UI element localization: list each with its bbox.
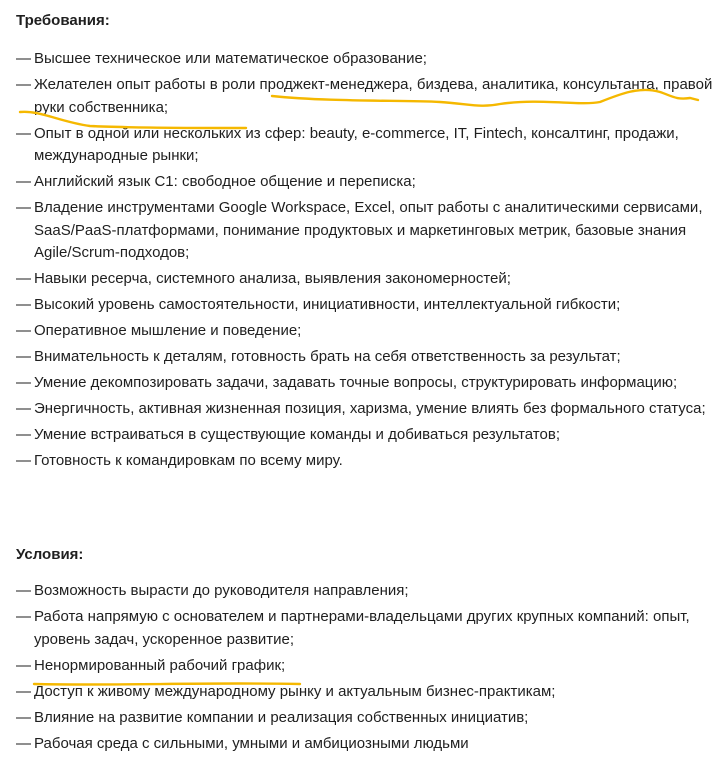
list-item: — Желателен опыт работы в роли проджект-менеджера, биздева, аналитика, консультанта, правой руки собственника; bbox=[16, 74, 716, 119]
list-item: — Высокий уровень самостоятельности, инициативности, интеллектуальной гибкости; bbox=[16, 294, 716, 317]
list-item: — Готовность к командировкам по всему миру. bbox=[16, 450, 716, 473]
requirements-heading: Требования: bbox=[16, 12, 110, 29]
list-item: — Ненормированный рабочий график; bbox=[16, 655, 716, 678]
requirements-list bbox=[16, 48, 716, 476]
list-item: — Рабочая среда с сильными, умными и амбициозными людьми bbox=[16, 733, 716, 756]
list-item: — Высшее техническое или математическое образование; bbox=[16, 48, 716, 71]
conditions-heading: Условия: bbox=[16, 546, 84, 563]
list-item: — Энергичность, активная жизненная позиция, харизма, умение влиять без формального статуса; bbox=[16, 398, 716, 421]
list-item: — Оперативное мышление и поведение; bbox=[16, 320, 716, 343]
conditions-list bbox=[16, 580, 716, 759]
list-item: — Владение инструментами Google Workspace, Excel, опыт работы с аналитическими сервисами, SaaS/PaaS-платформами, понимание продуктовых и маркетинговых метрик, базовые знания Agile/Scrum-подходов; bbox=[16, 197, 716, 265]
list-item: — Опыт в одной или нескольких из сфер: beauty, e-commerce, IT, Fintech, консалтинг, продажи, международные рынки; bbox=[16, 123, 716, 168]
list-item: — Доступ к живому международному рынку и актуальным бизнес-практикам; bbox=[16, 681, 716, 704]
list-item: — Английский язык C1: свободное общение и переписка; bbox=[16, 171, 716, 194]
list-item: — Работа напрямую с основателем и партнерами-владельцами других крупных компаний: опыт, уровень задач, ускоренное развитие; bbox=[16, 606, 716, 651]
list-item: — Возможность вырасти до руководителя направления; bbox=[16, 580, 716, 603]
list-item: — Навыки ресерча, системного анализа, выявления закономерностей; bbox=[16, 268, 716, 291]
list-item: — Внимательность к деталям, готовность брать на себя ответственность за результат; bbox=[16, 346, 716, 369]
list-item: — Влияние на развитие компании и реализация собственных инициатив; bbox=[16, 707, 716, 730]
list-item: — Умение встраиваться в существующие команды и добиваться результатов; bbox=[16, 424, 716, 447]
list-item: — Умение декомпозировать задачи, задавать точные вопросы, структурировать информацию; bbox=[16, 372, 716, 395]
